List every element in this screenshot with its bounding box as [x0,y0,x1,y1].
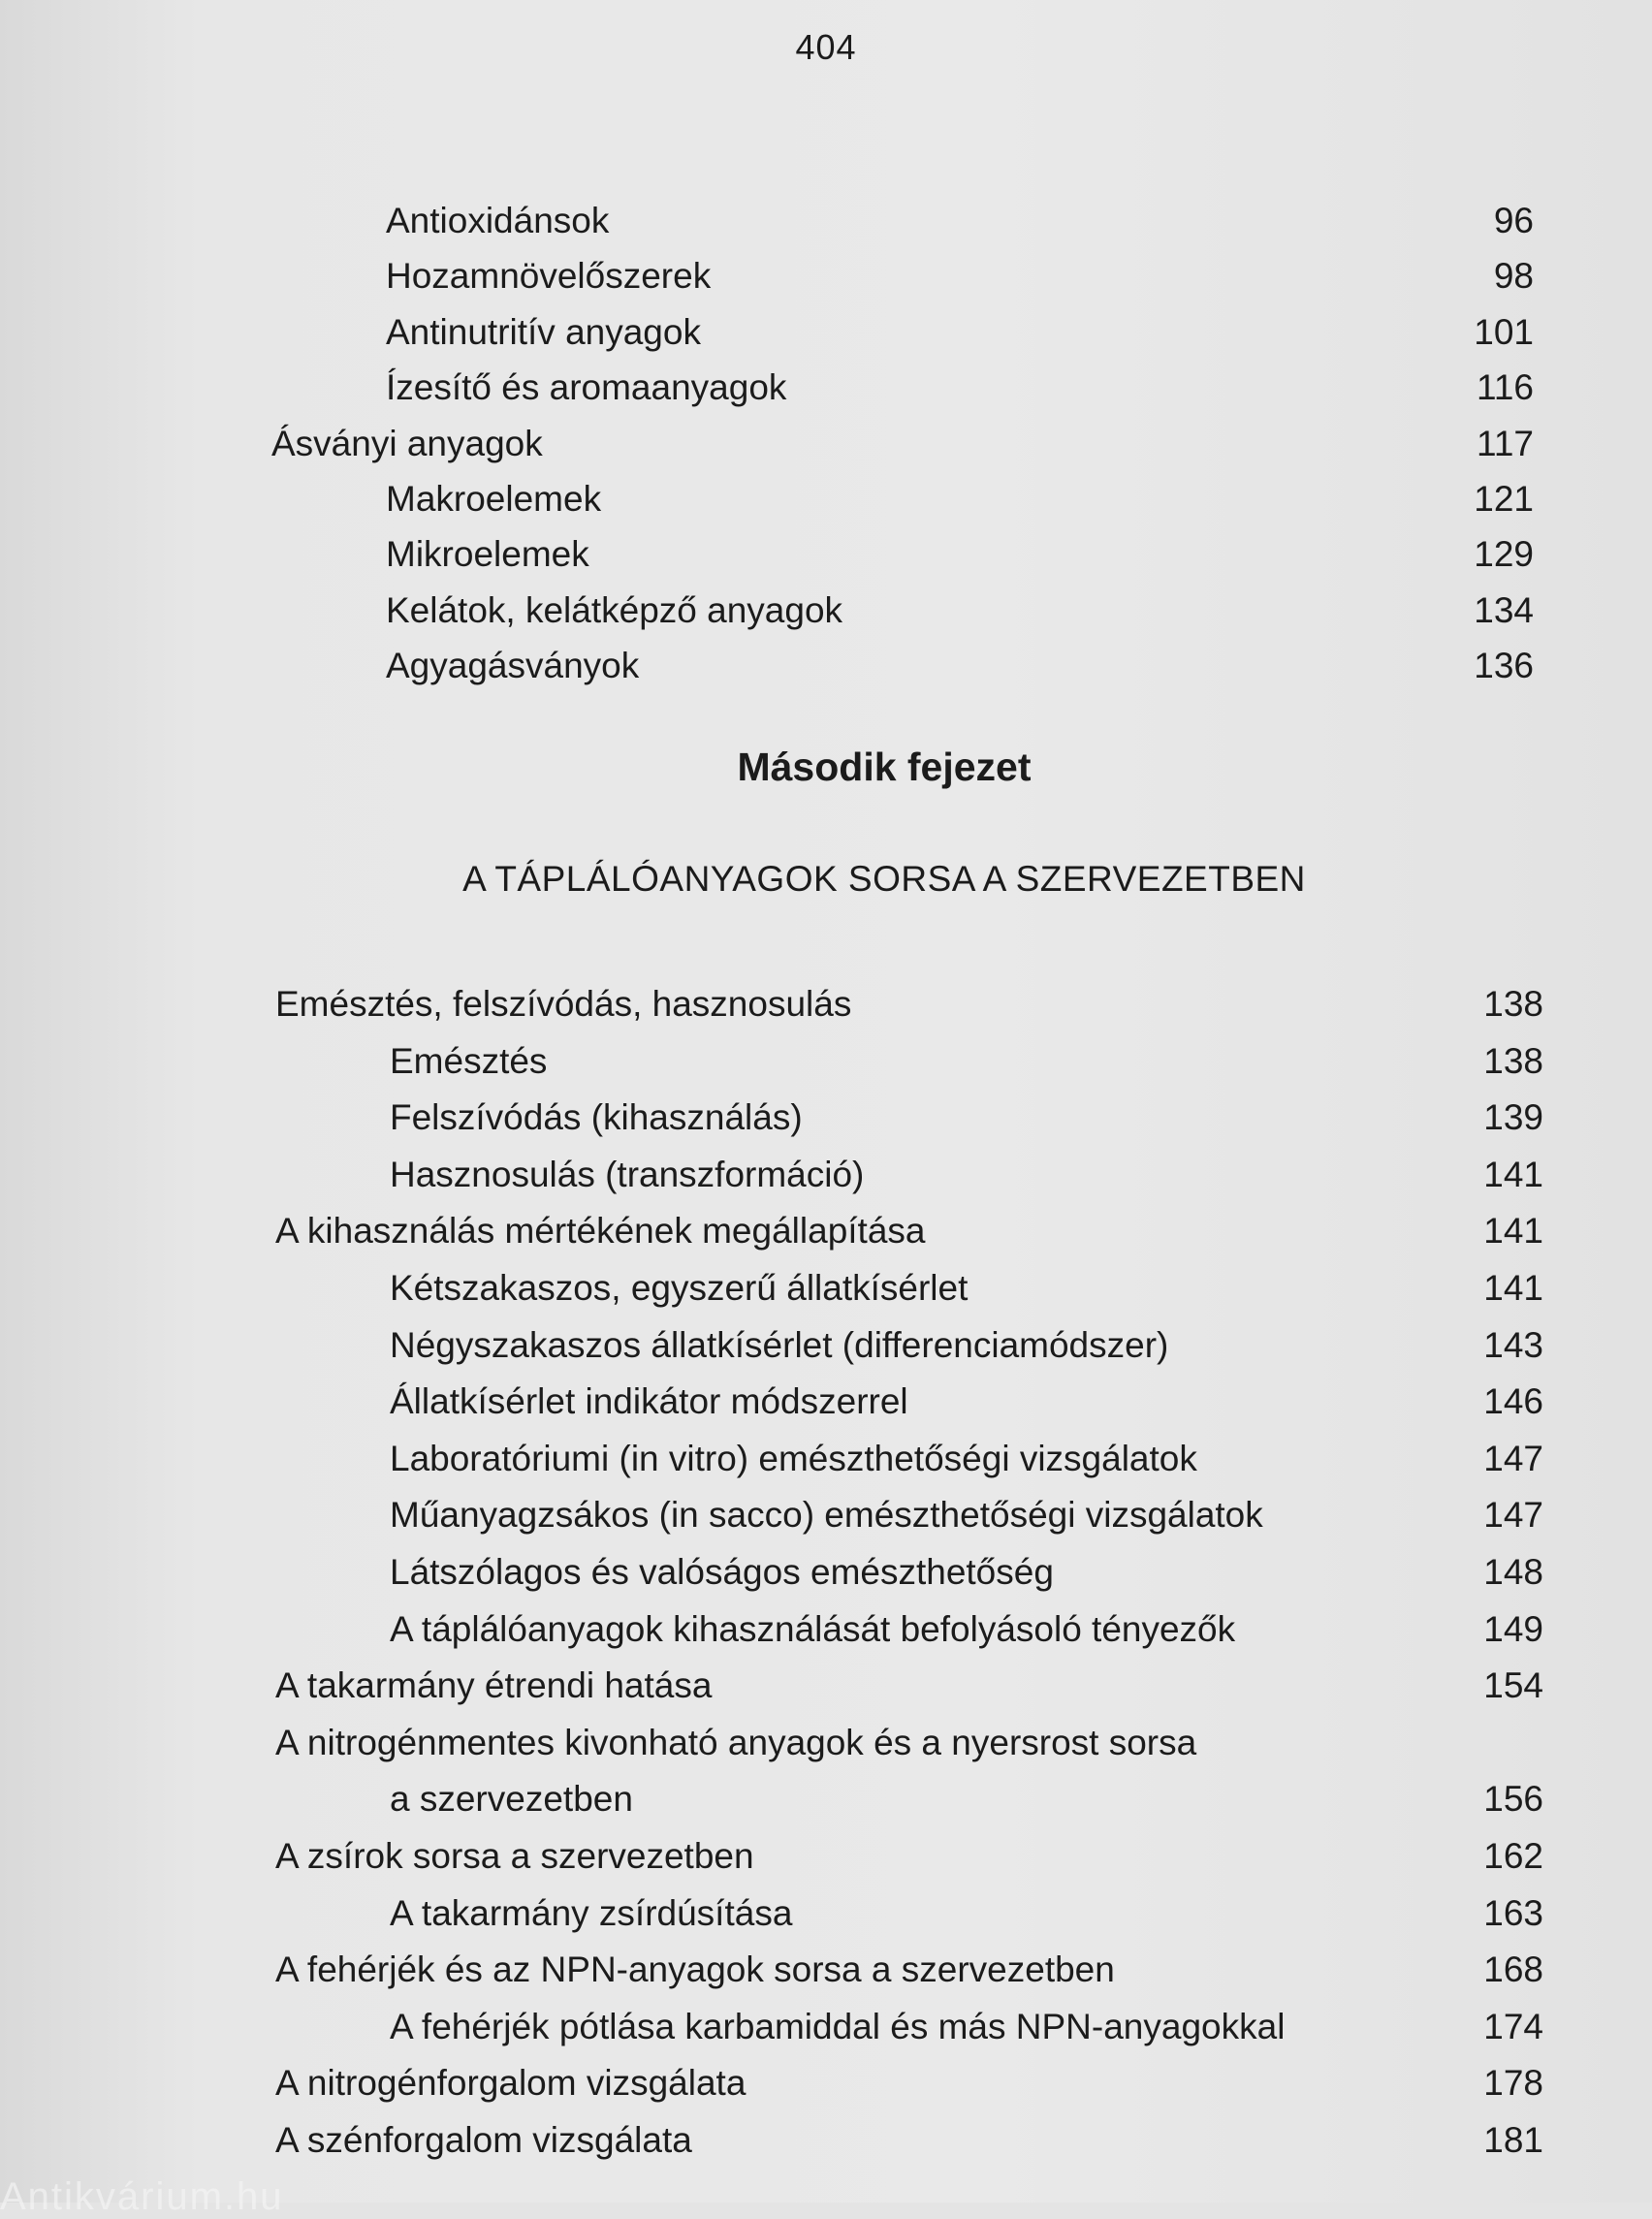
toc-entry-title: A kihasználás mértékének megállapítása [275,1211,926,1252]
toc-entry-page: 181 [1483,2120,1543,2160]
toc-entry-title: Négyszakaszos állatkísérlet (differenciamódszer) [390,1324,1169,1365]
toc-entry [0,1435,1652,1483]
toc-entry-page: 117 [1477,423,1534,463]
toc-entry-page: 121 [1474,479,1534,519]
toc-entry [0,197,1652,245]
toc-entry-page: 143 [1483,1324,1543,1365]
toc-entry-page: 168 [1483,1950,1543,1990]
toc-entry-title: Kétszakaszos, egyszerű állatkísérlet [390,1268,969,1308]
toc-entry [0,1605,1652,1654]
toc-entry [0,1946,1652,1994]
toc-entry-page: 149 [1483,1608,1543,1649]
toc-entry-title: a szervezetben [390,1779,633,1820]
toc-entry-page: 178 [1483,2063,1543,2104]
toc-entry [0,2116,1652,2165]
toc-entry [0,1321,1652,1370]
toc-entry [0,2059,1652,2108]
toc-entry-title: A takarmány étrendi hatása [275,1665,713,1706]
toc-entry [0,2003,1652,2051]
toc-entry-page: 139 [1483,1097,1543,1138]
toc-entry-page: 141 [1483,1211,1543,1252]
toc-entry-title: Makroelemek [386,479,602,519]
toc-entry-title: A szénforgalom vizsgálata [275,2120,692,2160]
toc-entry-page: 147 [1483,1495,1543,1536]
chapter-title: Második fejezet [737,745,1032,789]
toc-entry-page: 154 [1483,1665,1543,1706]
toc-entry-title: A fehérjék pótlása karbamiddal és más NPN-anyagokkal [390,2006,1286,2046]
toc-entry-page: 129 [1474,534,1534,575]
toc-entry-page: 141 [1483,1268,1543,1308]
toc-entry [0,1151,1652,1199]
toc-entry [0,1264,1652,1313]
toc-entry-page: 148 [1483,1552,1543,1592]
toc-entry [0,364,1652,412]
toc-entry-title: Ízesítő és aromaanyagok [386,367,787,408]
toc-entry [0,1548,1652,1597]
toc-entry-title: Felszívódás (kihasználás) [390,1097,803,1138]
toc-entry [0,1094,1652,1142]
toc-entry [0,420,1652,468]
toc-entry-title: Antinutritív anyagok [386,311,701,352]
toc-entry-page: 138 [1483,984,1543,1024]
toc-entry-title: A táplálóanyagok kihasználását befolyásoló tényezők [390,1608,1236,1649]
chapter-subtitle: A TÁPLÁLÓANYAGOK SORSA A SZERVEZETBEN [462,859,1306,899]
toc-entry-title: Laboratóriumi (in vitro) emészthetőségi vizsgálatok [390,1438,1197,1478]
toc-entry-page: 147 [1483,1438,1543,1478]
toc-entry [0,1037,1652,1086]
toc-entry-title: Agyagásványok [386,646,640,686]
toc-entry [0,252,1652,301]
toc-entry [0,1207,1652,1255]
toc-entry [0,1491,1652,1539]
toc-entry-page: 134 [1474,589,1534,630]
toc-entry-title: Műanyagzsákos (in sacco) emészthetőségi vizsgálatok [390,1495,1263,1536]
toc-entry-title: Hozamnövelőszerek [386,256,712,297]
toc-entry-page: 163 [1483,1892,1543,1933]
toc-entry-title: Mikroelemek [386,534,589,575]
toc-entry-page: 146 [1483,1381,1543,1422]
toc-entry-page: 96 [1493,201,1534,240]
toc-entry [0,1378,1652,1426]
toc-entry-title: Látszólagos és valóságos emészthetőség [390,1552,1054,1592]
toc-entry-page: 174 [1483,2006,1543,2046]
toc-entry-page: 138 [1483,1040,1543,1081]
toc-entry-title: Hasznosulás (transzformáció) [390,1154,865,1194]
toc-entry [0,980,1652,1029]
toc-entry [0,586,1652,635]
toc-entry-title: A nitrogénforgalom vizsgálata [275,2063,747,2104]
toc-entry-title: A fehérjék és az NPN-anyagok sorsa a szervezetben [275,1950,1115,1990]
toc-entry [0,308,1652,357]
toc-entry-page: 98 [1493,256,1534,297]
toc-entry-page: 136 [1474,646,1534,686]
toc-entry-title: Emésztés, felszívódás, hasznosulás [275,984,852,1024]
toc-entry [0,1662,1652,1710]
toc-entry-page: 162 [1483,1836,1543,1876]
toc-entry-title: A zsírok sorsa a szervezetben [275,1836,754,1876]
toc-entry-title: A takarmány zsírdúsítása [390,1892,793,1933]
toc-entry-title: Emésztés [390,1040,548,1081]
toc-entry-title: A nitrogénmentes kivonható anyagok és a nyersrost sorsa [275,1722,1197,1762]
page-number: 404 [795,27,857,67]
toc-entry-page: 156 [1483,1779,1543,1820]
toc-entry-title: Állatkísérlet indikátor módszerrel [390,1381,908,1422]
watermark: Antikvárium.hu [0,2175,284,2218]
toc-entry [0,475,1652,523]
toc-entry [0,530,1652,579]
toc-entry-title: Kelátok, kelátképző anyagok [386,589,843,630]
toc-entry-page: 116 [1477,367,1534,408]
toc-entry-title: Ásványi anyagok [271,423,543,463]
toc-entry-title: Antioxidánsok [386,201,610,240]
toc-entry [0,1832,1652,1881]
toc-entry [0,1719,1652,1767]
toc-entry [0,642,1652,690]
toc-entry-page: 101 [1474,311,1534,352]
toc-entry [0,1775,1652,1823]
toc-entry-page: 141 [1483,1154,1543,1194]
toc-entry [0,1889,1652,1938]
